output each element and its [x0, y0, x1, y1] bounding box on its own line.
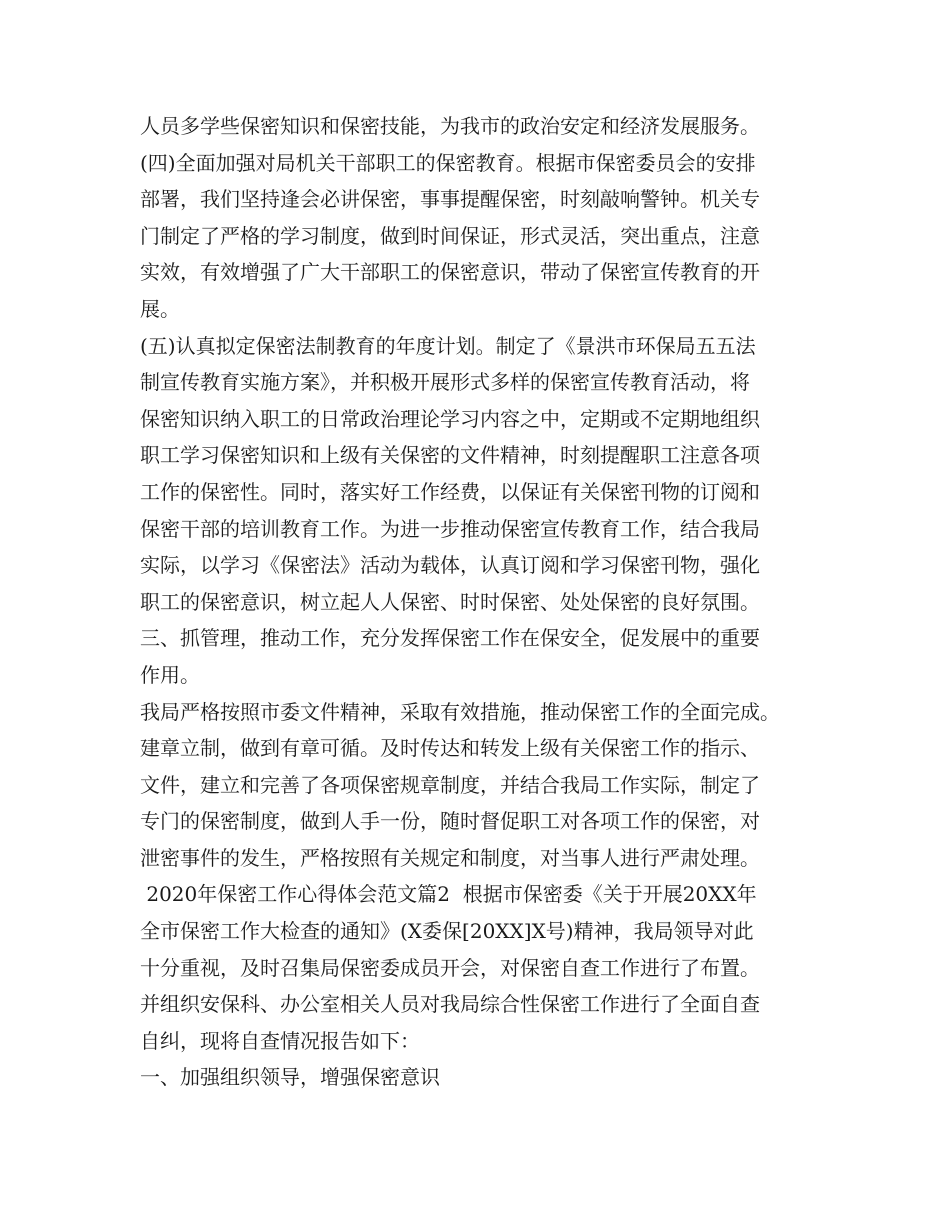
text-line: 我局严格按照市委文件精神，采取有效措施，推动保密工作的全面完成。: [140, 699, 780, 724]
text-line: 工作的保密性。同时，落实好工作经费，以保证有关保密刊物的订阅和: [140, 479, 760, 504]
text-line: 三、抓管理，推动工作，充分发挥保密工作在保安全，促发展中的重要: [140, 626, 760, 651]
text-line: (四)全面加强对局机关干部职工的保密教育。根据市保密委员会的安排: [140, 150, 756, 175]
text-line: 全市保密工作大检查的通知》(X委保[20XX]X号)精神，我局领导对此: [140, 919, 754, 944]
document-body: [140, 108, 830, 1096]
text-line: (五)认真拟定保密法制教育的年度计划。制定了《景洪市环保局五五法: [140, 333, 756, 358]
text-line: 人员多学些保密知识和保密技能，为我市的政治安定和经济发展服务。: [140, 114, 760, 138]
text-line: 展。: [140, 296, 180, 321]
text-line: 专门的保密制度，做到人手一份，随时督促职工对各项工作的保密，对: [140, 809, 760, 834]
text-line: 建章立制，做到有章可循。及时传达和转发上级有关保密工作的指示、: [140, 736, 760, 761]
text-line: 保密知识纳入职工的日常政治理论学习内容之中，定期或不定期地组织: [140, 406, 760, 431]
text-line: 作用。: [140, 662, 200, 687]
text-line: 一、加强组织领导，增强保密意识: [140, 1065, 440, 1090]
text-line: 职工学习保密知识和上级有关保密的文件精神，时刻提醒职工注意各项: [140, 443, 760, 468]
text-line: 2020年保密工作心得体会范文篇2 根据市保密委《关于开展20XX年: [140, 882, 757, 907]
text-line: 实际，以学习《保密法》活动为载体，认真订阅和学习保密刊物，强化: [140, 553, 760, 578]
text-line: 部署，我们坚持逢会必讲保密，事事提醒保密，时刻敲响警钟。机关专: [140, 187, 760, 212]
text-line: 并组织安保科、办公室相关人员对我局综合性保密工作进行了全面自查: [140, 992, 760, 1017]
text-line: 保密干部的培训教育工作。为进一步推动保密宣传教育工作，结合我局: [140, 516, 760, 541]
text-line: 十分重视，及时召集局保密委成员开会，对保密自查工作进行了布置。: [140, 955, 760, 980]
text-line: 制宣传教育实施方案》，并积极开展形式多样的保密宣传教育活动，将: [140, 370, 750, 395]
text-line: 自纠，现将自查情况报告如下：: [140, 1028, 420, 1053]
text-line: 门制定了严格的学习制度，做到时间保证，形式灵活，突出重点，注意: [140, 223, 760, 248]
text-line: 文件，建立和完善了各项保密规章制度，并结合我局工作实际，制定了: [140, 772, 760, 797]
text-line: 实效，有效增强了广大干部职工的保密意识，带动了保密宣传教育的开: [140, 260, 760, 285]
text-line: 泄密事件的发生，严格按照有关规定和制度，对当事人进行严肃处理。: [140, 845, 760, 870]
text-line: 职工的保密意识，树立起人人保密、时时保密、处处保密的良好氛围。: [140, 589, 760, 614]
